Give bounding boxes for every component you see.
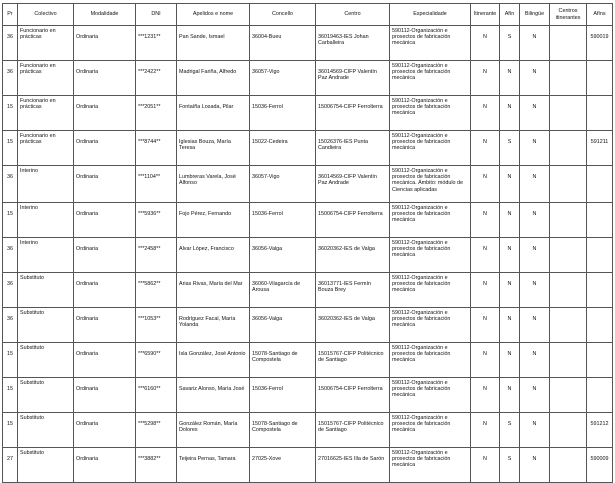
cell-afins (587, 96, 613, 131)
cell-itinerante: N (471, 273, 500, 308)
cell-afin: N (500, 343, 520, 378)
cell-dni: ***3882** (136, 448, 177, 483)
cell-centros-itinerantes (550, 61, 587, 96)
cell-afin: N (500, 273, 520, 308)
cell-itinerante: N (471, 166, 500, 203)
cell-afins (587, 166, 613, 203)
cell-bilingue: N (520, 448, 550, 483)
cell-afin: N (500, 378, 520, 413)
cell-apelidos-nome: Teijeira Pernas, Tamara (177, 448, 250, 483)
cell-concello: 36004-Bueu (250, 26, 316, 61)
cell-pr: 15 (3, 343, 18, 378)
cell-dni: ***1053** (136, 308, 177, 343)
cell-centros-itinerantes (550, 273, 587, 308)
cell-centro: 15006754-CIFP Ferrolterra (316, 96, 390, 131)
cell-centro: 36014569-CIFP Valentín Paz Andrade (316, 61, 390, 96)
cell-bilingue: N (520, 61, 550, 96)
header-colectivo: Colectivo (18, 4, 74, 26)
cell-modalidade: Ordinaria (74, 26, 136, 61)
cell-centros-itinerantes (550, 378, 587, 413)
cell-bilingue: N (520, 238, 550, 273)
cell-centros-itinerantes (550, 343, 587, 378)
cell-itinerante: N (471, 96, 500, 131)
table-row (3, 26, 613, 61)
cell-bilingue: N (520, 308, 550, 343)
cell-especialidade: 590112-Organización e proxectos de fabricación mecánica (390, 61, 471, 96)
cell-modalidade: Ordinaria (74, 378, 136, 413)
cell-afins: 590019 (587, 26, 613, 61)
cell-dni: ***6160** (136, 378, 177, 413)
cell-centros-itinerantes (550, 238, 587, 273)
cell-centros-itinerantes (550, 166, 587, 203)
header-concello: Concello (250, 4, 316, 26)
cell-concello: 27025-Xove (250, 448, 316, 483)
cell-modalidade: Ordinaria (74, 448, 136, 483)
cell-bilingue: N (520, 343, 550, 378)
cell-itinerante: N (471, 343, 500, 378)
table-row (3, 273, 613, 308)
cell-pr: 36 (3, 238, 18, 273)
cell-centro: 15015767-CIFP Politécnico de Santiago (316, 413, 390, 448)
header-bilingue: Bilingüe (520, 4, 550, 26)
cell-concello: 15078-Santiago de Compostela (250, 413, 316, 448)
cell-bilingue: N (520, 131, 550, 166)
cell-apelidos-nome: González Román, María Dolores (177, 413, 250, 448)
cell-pr: 27 (3, 448, 18, 483)
cell-pr: 15 (3, 378, 18, 413)
cell-itinerante: N (471, 413, 500, 448)
cell-centro: 27016625-IES Illa de Sarón (316, 448, 390, 483)
cell-afin: N (500, 61, 520, 96)
cell-centros-itinerantes (550, 96, 587, 131)
cell-especialidade: 590112-Organización e proxectos de fabricación mecánica (390, 26, 471, 61)
cell-pr: 15 (3, 96, 18, 131)
cell-afins (587, 308, 613, 343)
cell-centro: 15015767-CIFP Politécnico de Santiago (316, 343, 390, 378)
cell-itinerante: N (471, 61, 500, 96)
cell-pr: 15 (3, 131, 18, 166)
cell-colectivo: Substituto (18, 448, 74, 483)
cell-especialidade: 590112-Organización e proxectos de fabricación mecánica (390, 448, 471, 483)
cell-modalidade: Ordinaria (74, 273, 136, 308)
table-row (3, 448, 613, 483)
cell-pr: 36 (3, 308, 18, 343)
cell-afins (587, 343, 613, 378)
cell-afin: S (500, 131, 520, 166)
cell-modalidade: Ordinaria (74, 413, 136, 448)
cell-colectivo: Substituto (18, 308, 74, 343)
cell-itinerante: N (471, 203, 500, 238)
table-row (3, 343, 613, 378)
table-row (3, 308, 613, 343)
cell-apelidos-nome: Isla González, José Antonio (177, 343, 250, 378)
table-row (3, 413, 613, 448)
cell-dni: ***6590** (136, 343, 177, 378)
cell-pr: 36 (3, 166, 18, 203)
cell-bilingue: N (520, 273, 550, 308)
cell-concello: 15022-Cedeira (250, 131, 316, 166)
header-centro: Centro (316, 4, 390, 26)
cell-bilingue: N (520, 26, 550, 61)
cell-colectivo: Substituto (18, 343, 74, 378)
cell-bilingue: N (520, 96, 550, 131)
cell-dni: ***2422** (136, 61, 177, 96)
cell-especialidade: 590112-Organización e proxectos de fabricación mecánica (390, 238, 471, 273)
cell-pr: 36 (3, 273, 18, 308)
cell-bilingue: N (520, 166, 550, 203)
cell-afin: N (500, 96, 520, 131)
cell-centros-itinerantes (550, 203, 587, 238)
cell-colectivo: Interino (18, 166, 74, 203)
cell-dni: ***1104** (136, 166, 177, 203)
cell-concello: 36057-Vigo (250, 61, 316, 96)
cell-apelidos-nome: Madrigal Fariña, Alfredo (177, 61, 250, 96)
cell-centro: 36019463-IES Johan Carballeira (316, 26, 390, 61)
cell-especialidade: 590112-Organización e proxectos de fabricación mecánica (390, 273, 471, 308)
cell-modalidade: Ordinaria (74, 131, 136, 166)
header-dni: DNI (136, 4, 177, 26)
table-row (3, 96, 613, 131)
cell-dni: ***5298** (136, 413, 177, 448)
cell-colectivo: Substituto (18, 413, 74, 448)
cell-itinerante: N (471, 378, 500, 413)
cell-bilingue: N (520, 378, 550, 413)
header-itinerante: Itinerante (471, 4, 500, 26)
cell-concello: 36057-Vigo (250, 166, 316, 203)
cell-afin: N (500, 308, 520, 343)
cell-especialidade: 590112-Organización e proxectos de fabricación mecánica (390, 203, 471, 238)
cell-pr: 36 (3, 61, 18, 96)
cell-modalidade: Ordinaria (74, 238, 136, 273)
cell-afin: N (500, 166, 520, 203)
cell-colectivo: Substituto (18, 273, 74, 308)
cell-apelidos-nome: Savariz Alonso, María José (177, 378, 250, 413)
table-body (3, 26, 613, 483)
cell-concello: 15036-Ferrol (250, 96, 316, 131)
cell-itinerante: N (471, 26, 500, 61)
cell-concello: 15036-Ferrol (250, 378, 316, 413)
cell-bilingue: N (520, 413, 550, 448)
cell-dni: ***5862** (136, 273, 177, 308)
cell-especialidade: 590112-Organización e proxectos de fabricación mecánica (390, 343, 471, 378)
cell-especialidade: 590112-Organización e proxectos de fabricación mecánica (390, 413, 471, 448)
cell-afin: S (500, 413, 520, 448)
cell-apelidos-nome: Fontaíña Losada, Pilar (177, 96, 250, 131)
cell-afins: 591212 (587, 413, 613, 448)
cell-centros-itinerantes (550, 308, 587, 343)
cell-dni: ***2458** (136, 238, 177, 273)
cell-afins (587, 378, 613, 413)
cell-modalidade: Ordinaria (74, 203, 136, 238)
header-apelidos: Apelidos e nome (177, 4, 250, 26)
cell-centro: 36013771-IES Fermín Bouza Brey (316, 273, 390, 308)
cell-itinerante: N (471, 238, 500, 273)
cell-pr: 15 (3, 203, 18, 238)
cell-concello: 36060-Vilagarcía de Arousa (250, 273, 316, 308)
table-row (3, 238, 613, 273)
cell-afins (587, 238, 613, 273)
cell-itinerante: N (471, 308, 500, 343)
table-row (3, 166, 613, 203)
cell-centro: 15006754-CIFP Ferrolterra (316, 203, 390, 238)
cell-concello: 15078-Santiago de Compostela (250, 343, 316, 378)
cell-centros-itinerantes (550, 448, 587, 483)
cell-concello: 15036-Ferrol (250, 203, 316, 238)
cell-colectivo: Funcionario en prácticas (18, 131, 74, 166)
cell-afins (587, 273, 613, 308)
cell-afin: N (500, 203, 520, 238)
cell-modalidade: Ordinaria (74, 61, 136, 96)
cell-pr: 15 (3, 413, 18, 448)
cell-modalidade: Ordinaria (74, 308, 136, 343)
cell-centro: 36020362-IES de Valga (316, 238, 390, 273)
cell-centro: 36020362-IES de Valga (316, 308, 390, 343)
header-centros-itinerantes: Centros itinerantes (550, 4, 587, 26)
cell-apelidos-nome: Iglesias Bouza, María Teresa (177, 131, 250, 166)
cell-colectivo: Funcionario en prácticas (18, 96, 74, 131)
cell-apelidos-nome: Pan Sande, Ismael (177, 26, 250, 61)
cell-afin: S (500, 26, 520, 61)
cell-concello: 36056-Valga (250, 238, 316, 273)
header-afin: Afín (500, 4, 520, 26)
table-row (3, 203, 613, 238)
header-row (3, 4, 613, 26)
cell-dni: ***2051** (136, 96, 177, 131)
cell-afins (587, 61, 613, 96)
cell-apelidos-nome: Rodríguez Facal, María Yolanda (177, 308, 250, 343)
cell-apelidos-nome: Lumbreras Varela, José Alfonso (177, 166, 250, 203)
cell-colectivo: Funcionario en prácticas (18, 61, 74, 96)
cell-centros-itinerantes (550, 131, 587, 166)
cell-modalidade: Ordinaria (74, 343, 136, 378)
cell-modalidade: Ordinaria (74, 166, 136, 203)
cell-dni: ***1231** (136, 26, 177, 61)
cell-dni: ***8744** (136, 131, 177, 166)
cell-centro: 36014569-CIFP Valentín Paz Andrade (316, 166, 390, 203)
cell-concello: 36056-Valga (250, 308, 316, 343)
cell-apelidos-nome: Alvar López, Francisco (177, 238, 250, 273)
assignments-table (2, 3, 613, 483)
cell-centros-itinerantes (550, 413, 587, 448)
cell-afins: 591211 (587, 131, 613, 166)
cell-especialidade: 590112-Organización e proxectos de fabricación mecánica (390, 308, 471, 343)
cell-apelidos-nome: Arias Rivas, María del Mar (177, 273, 250, 308)
cell-colectivo: Substituto (18, 378, 74, 413)
cell-itinerante: N (471, 448, 500, 483)
cell-colectivo: Funcionario en prácticas (18, 26, 74, 61)
cell-afins: 590009 (587, 448, 613, 483)
table-row (3, 378, 613, 413)
header-modalidade: Modalidade (74, 4, 136, 26)
cell-centro: 15026376-IES Punta Candieira (316, 131, 390, 166)
cell-colectivo: Interino (18, 238, 74, 273)
cell-afins (587, 203, 613, 238)
cell-especialidade: 590112-Organización e proxectos de fabricación mecánica (390, 131, 471, 166)
table-row (3, 61, 613, 96)
cell-dni: ***5936** (136, 203, 177, 238)
header-pr: Pr (3, 4, 18, 26)
cell-colectivo: Interino (18, 203, 74, 238)
header-afins: Afíns (587, 4, 613, 26)
cell-centro: 15006754-CIFP Ferrolterra (316, 378, 390, 413)
cell-afin: N (500, 238, 520, 273)
cell-especialidade: 590112-Organización e proxectos de fabricación mecánica. Ámbito: módulo de Ciencias aplicadas (390, 166, 471, 203)
cell-afin: S (500, 448, 520, 483)
cell-pr: 36 (3, 26, 18, 61)
cell-apelidos-nome: Fojo Pérez, Fernando (177, 203, 250, 238)
table-row (3, 131, 613, 166)
cell-especialidade: 590112-Organización e proxectos de fabricación mecánica (390, 96, 471, 131)
cell-modalidade: Ordinaria (74, 96, 136, 131)
cell-itinerante: N (471, 131, 500, 166)
cell-bilingue: N (520, 203, 550, 238)
header-especialidade: Especialidade (390, 4, 471, 26)
cell-especialidade: 590112-Organización e proxectos de fabricación mecánica (390, 378, 471, 413)
cell-centros-itinerantes (550, 26, 587, 61)
